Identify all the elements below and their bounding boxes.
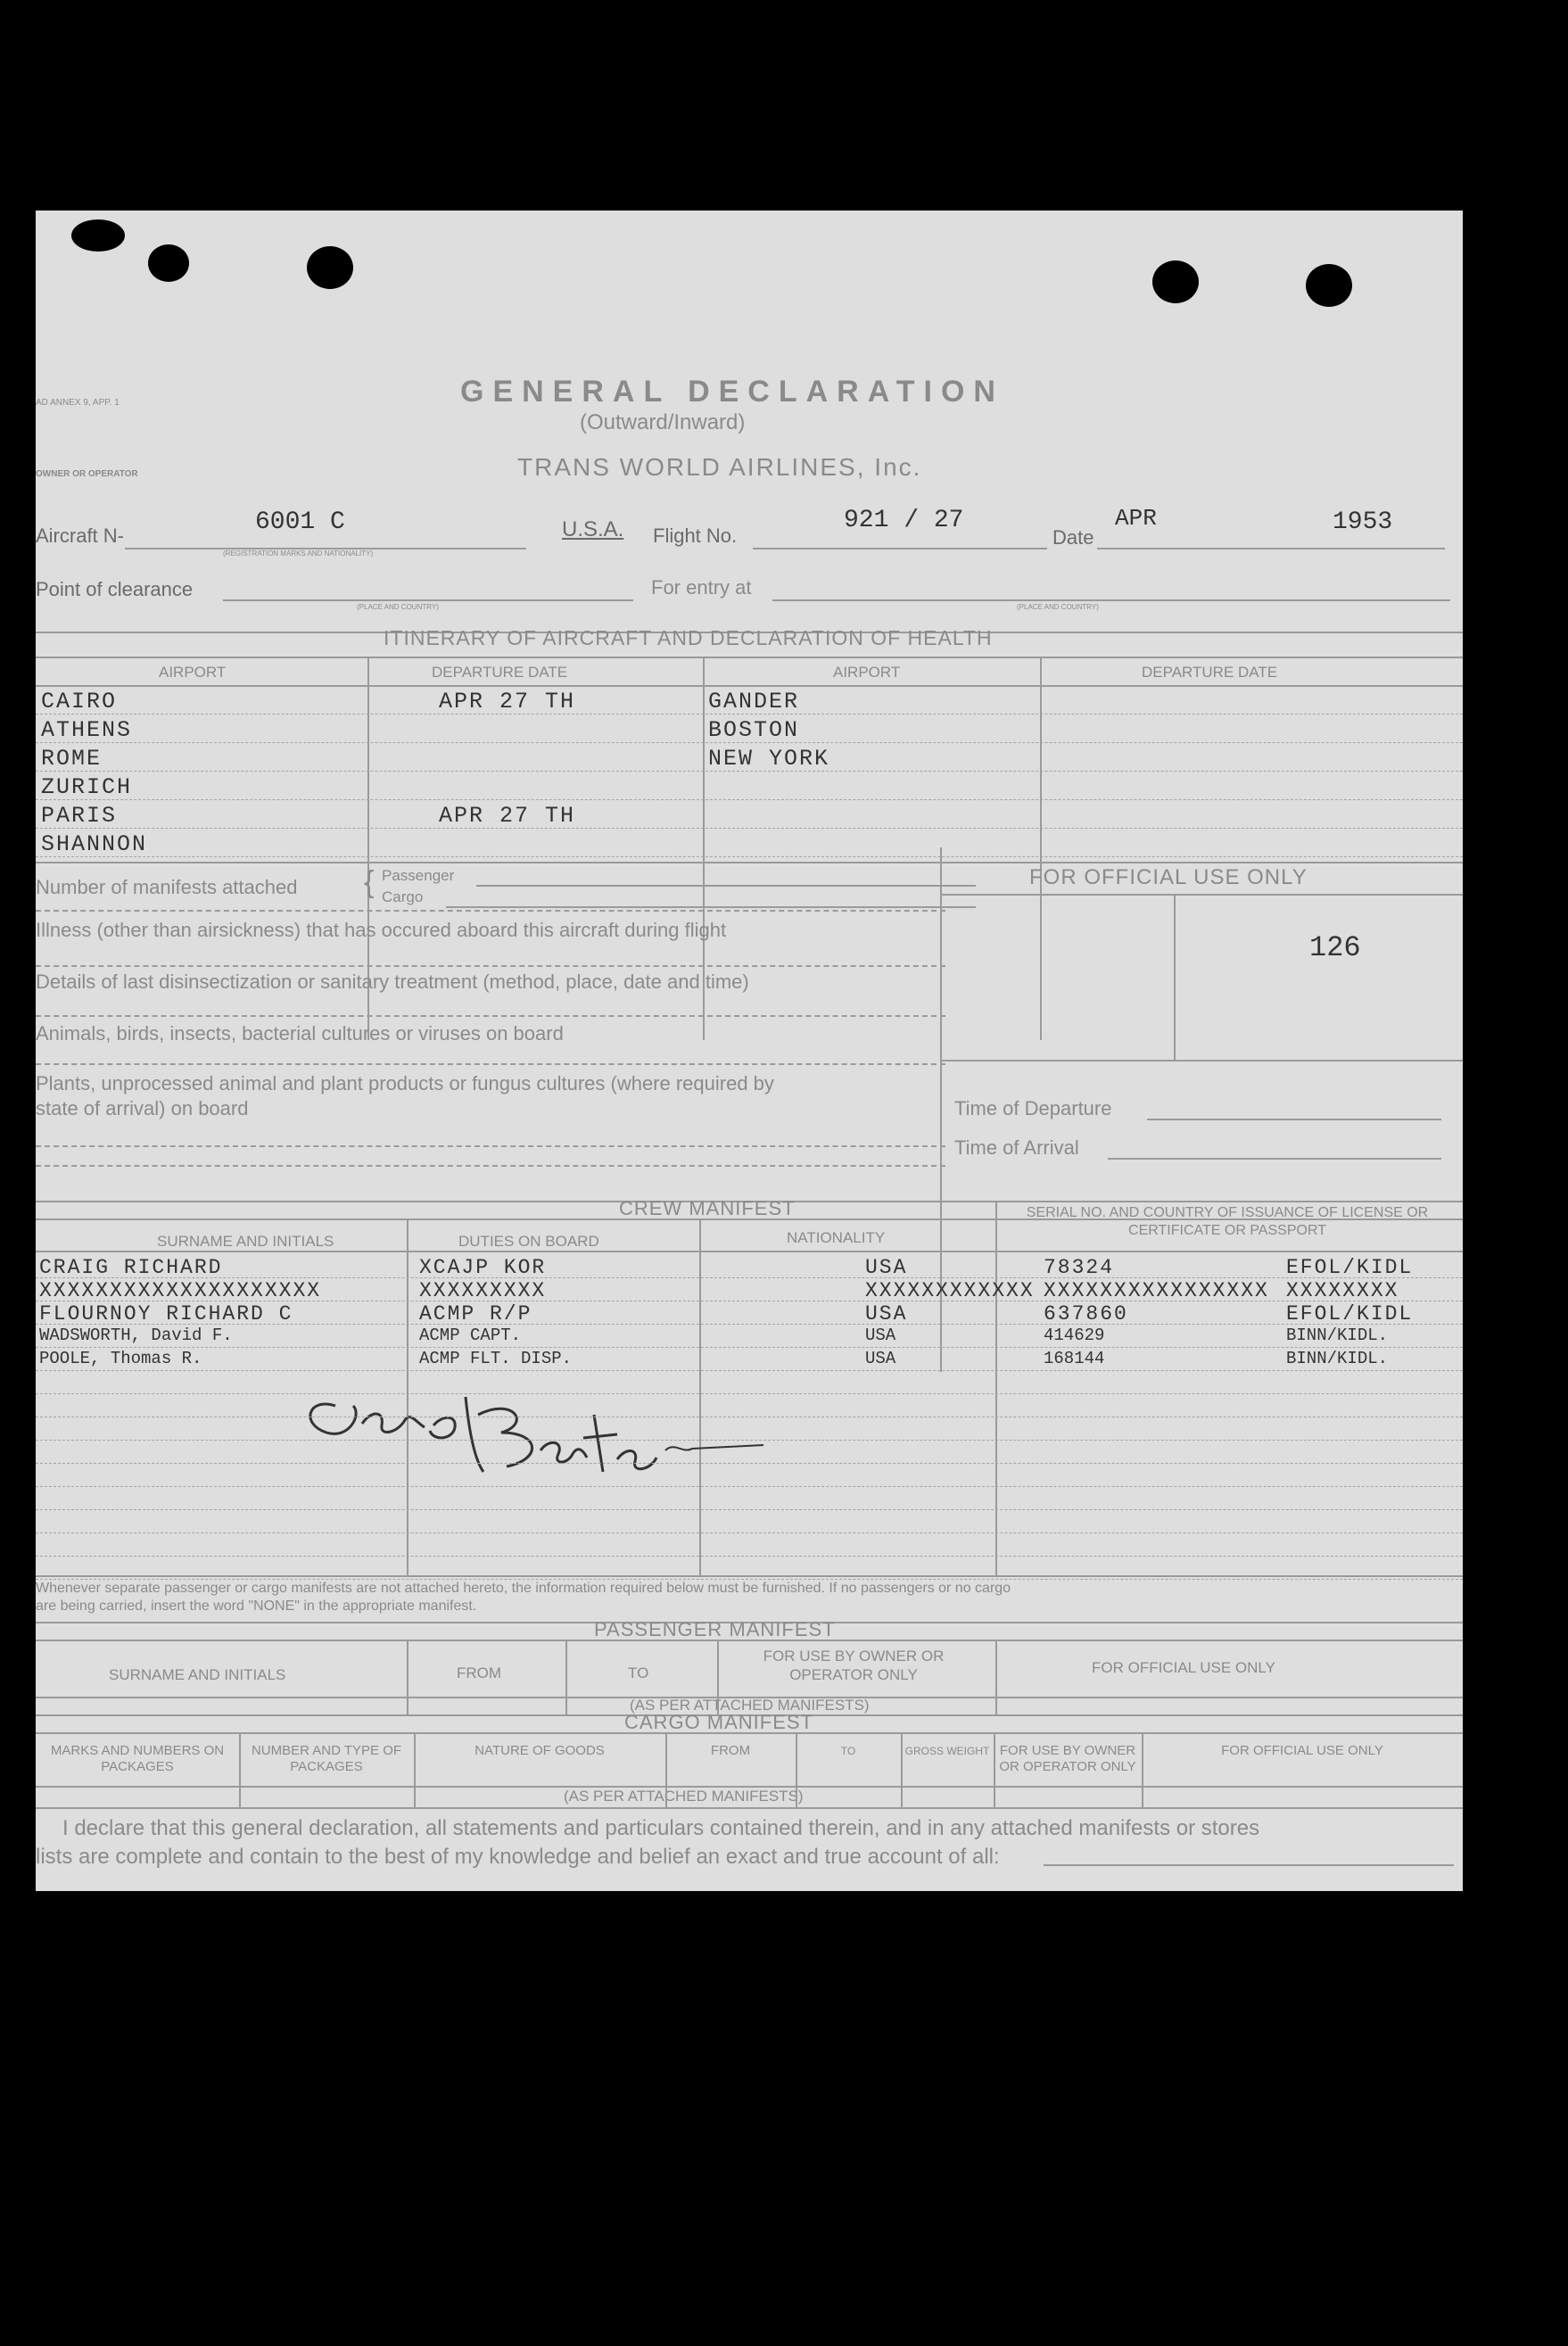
passenger-header-surname: SURNAME AND INITIALS xyxy=(109,1666,286,1683)
aircraft-number: 6001 C xyxy=(255,508,345,536)
crew-cell-surname: POOLE, Thomas R. xyxy=(39,1349,202,1368)
health-rule xyxy=(36,1145,945,1147)
crew-cell-duties: ACMP R/P xyxy=(419,1302,532,1326)
manifests-brace: { xyxy=(364,865,375,899)
crew-header-surname: SURNAME AND INITIALS xyxy=(157,1233,334,1250)
cargo-col-rule xyxy=(901,1732,903,1807)
cargo-header-1: MARKS AND NUMBERS ON PACKAGES xyxy=(50,1743,225,1774)
captain-signature xyxy=(300,1361,799,1495)
crew-cell-serial: 78324 xyxy=(1044,1256,1115,1279)
crew-cell-license-place: BINN/KIDL. xyxy=(1286,1349,1389,1368)
crew-row-rule xyxy=(36,1440,1463,1441)
passenger-count-line xyxy=(476,885,976,887)
place-caption-2: (PLACE AND COUNTRY) xyxy=(1017,603,1099,611)
official-use-title: FOR OFFICIAL USE ONLY xyxy=(1029,865,1308,889)
cargo-header-3: NATURE OF GOODS xyxy=(475,1743,605,1758)
passenger-note: (AS PER ATTACHED MANIFESTS) xyxy=(630,1697,870,1714)
punch-hole xyxy=(1306,264,1352,307)
crew-cell-surname: CRAIG RICHARD xyxy=(39,1256,223,1279)
aircraft-label: Aircraft N- xyxy=(36,525,124,547)
crew-header-nationality: NATIONALITY xyxy=(787,1229,886,1246)
crew-cell-license-place: EFOL/KIDL xyxy=(1286,1256,1414,1279)
cargo-header-top xyxy=(36,1732,1463,1734)
declaration-line-2: lists are complete and contain to the best of my knowledge and belief an exact and true account of all: xyxy=(36,1845,1000,1869)
crew-cell-serial: 168144 xyxy=(1044,1349,1105,1368)
health-rule xyxy=(36,1165,945,1167)
date-label: Date xyxy=(1052,526,1094,549)
official-box-rule xyxy=(1174,894,1176,1060)
flight-number: 921 / 27 xyxy=(844,507,964,534)
passenger-header-top xyxy=(36,1640,1463,1641)
crew-row-rule xyxy=(36,1579,1463,1580)
cargo-bottom-rule xyxy=(36,1807,1463,1809)
declaration-line-1: I declare that this general declaration, all statements and particulars contained therein, and in any attached manifests or stores xyxy=(62,1816,1260,1840)
cargo-header-5: TO xyxy=(840,1745,856,1757)
entry-label: For entry at xyxy=(651,576,752,599)
health-rule xyxy=(36,910,945,912)
crew-bottom-rule xyxy=(36,1575,1463,1577)
date-month: APR xyxy=(1115,505,1157,532)
cargo-col-rule xyxy=(796,1732,797,1807)
crew-cell-nationality: USA xyxy=(865,1302,908,1326)
flight-label: Flight No. xyxy=(653,525,738,547)
itinerary-cell-airport-inward: NEW YORK xyxy=(708,746,830,772)
manifest-passenger-label: Passenger xyxy=(382,867,455,884)
crew-cell-serial: 414629 xyxy=(1044,1326,1105,1345)
cargo-col-rule xyxy=(994,1732,995,1807)
crew-header-duties: DUTIES ON BOARD xyxy=(458,1233,599,1250)
itinerary-row-rule xyxy=(36,828,1463,829)
health-rule xyxy=(36,1015,945,1017)
itinerary-row-rule xyxy=(36,856,1463,857)
cargo-col-rule xyxy=(665,1732,667,1807)
operator-name: TRANS WORLD AIRLINES, Inc. xyxy=(517,453,922,481)
cargo-title: CARGO MANIFEST xyxy=(624,1711,814,1733)
passenger-title: PASSENGER MANIFEST xyxy=(594,1618,836,1640)
itinerary-cell-airport-inward: BOSTON xyxy=(708,717,800,743)
crew-row-rule xyxy=(36,1509,1463,1510)
cargo-note: (AS PER ATTACHED MANIFESTS) xyxy=(564,1788,804,1805)
official-box-rule xyxy=(940,894,1463,896)
punch-hole xyxy=(1152,260,1199,303)
crew-cell-duties: XCAJP KOR xyxy=(419,1256,547,1279)
declaration-form-sheet xyxy=(36,211,1463,1891)
itinerary-cell-airport-outward: ZURICH xyxy=(41,774,133,800)
passenger-col-rule xyxy=(407,1640,409,1714)
health-rule xyxy=(36,1063,945,1065)
cargo-header-7: FOR USE BY OWNER OR OPERATOR ONLY xyxy=(999,1743,1136,1774)
owner-label: OWNER OR OPERATOR xyxy=(36,469,138,479)
crew-cell-nationality: XXXXXXXXXXXX xyxy=(865,1279,1035,1302)
crew-cell-serial: 637860 xyxy=(1044,1302,1128,1326)
crew-title: CREW MANIFEST xyxy=(619,1197,796,1219)
crew-col-rule xyxy=(995,1201,997,1575)
itinerary-header-departure: DEPARTURE DATE xyxy=(432,664,568,681)
flight-underline xyxy=(753,548,1047,549)
itinerary-header-rule xyxy=(36,657,1463,658)
notice-line-2: are being carried, insert the word "NONE" in the appropriate manifest. xyxy=(36,1598,477,1614)
crew-cell-duties: ACMP FLT. DISP. xyxy=(419,1349,573,1368)
cargo-col-rule xyxy=(239,1732,241,1807)
arrival-time-label: Time of Arrival xyxy=(954,1136,1079,1159)
crew-row-rule xyxy=(36,1277,1463,1278)
passenger-header-official: FOR OFFICIAL USE ONLY xyxy=(1092,1659,1275,1676)
itinerary-cell-airport-inward: GANDER xyxy=(708,689,800,715)
cargo-header-2: NUMBER AND TYPE OF PACKAGES xyxy=(251,1743,402,1774)
crew-header-bottom xyxy=(36,1251,1463,1252)
crew-row-rule xyxy=(36,1463,1463,1464)
crew-header-serial: SERIAL NO. AND COUNTRY OF ISSUANCE OF LICENSE OR CERTIFICATE OR PASSPORT xyxy=(1026,1205,1429,1238)
ink-blot xyxy=(148,244,189,282)
crew-row-rule xyxy=(36,1532,1463,1533)
itinerary-cell-airport-outward: SHANNON xyxy=(41,831,148,857)
crew-row-rule xyxy=(36,1486,1463,1487)
illness-label: Illness (other than airsickness) that has occured aboard this aircraft during flight xyxy=(36,919,727,941)
itinerary-cell-airport-outward: CAIRO xyxy=(41,689,118,715)
form-title: GENERAL DECLARATION xyxy=(460,375,1004,409)
crew-cell-nationality: USA xyxy=(865,1326,896,1345)
itinerary-row-rule xyxy=(36,799,1463,800)
crew-row-rule xyxy=(36,1347,1463,1348)
passenger-header-owner: FOR USE BY OWNER OR OPERATOR ONLY xyxy=(763,1648,945,1683)
clearance-underline xyxy=(223,599,633,601)
cargo-count-line xyxy=(446,906,976,908)
crew-row-rule xyxy=(36,1370,1463,1371)
annex-reference: AD ANNEX 9, APP. 1 xyxy=(36,398,120,408)
crew-cell-surname: XXXXXXXXXXXXXXXXXXXX xyxy=(39,1279,322,1302)
manifest-cargo-label: Cargo xyxy=(382,888,424,905)
crew-cell-duties: XXXXXXXXX xyxy=(419,1279,547,1302)
cargo-col-rule xyxy=(1142,1732,1143,1807)
place-caption: (PLACE AND COUNTRY) xyxy=(357,603,439,611)
itinerary-header-bottom xyxy=(36,685,1463,687)
arrival-time-line xyxy=(1108,1158,1441,1160)
departure-time-label: Time of Departure xyxy=(954,1097,1112,1119)
clearance-label: Point of clearance xyxy=(36,578,194,600)
crew-cell-surname: FLOURNOY RICHARD C xyxy=(39,1302,293,1326)
date-underline xyxy=(1097,548,1445,549)
passenger-header-from: FROM xyxy=(457,1665,502,1681)
declaration-underline xyxy=(1044,1864,1454,1866)
animals-label: Animals, birds, insects, bacterial cultures or viruses on board xyxy=(36,1022,564,1045)
crew-cell-license-place: EFOL/KIDL xyxy=(1286,1302,1414,1326)
plants-label-line-1: Plants, unprocessed animal and plant products or fungus cultures (where required by xyxy=(36,1072,774,1095)
departure-time-line xyxy=(1147,1119,1441,1120)
date-year: 1953 xyxy=(1333,508,1393,536)
itinerary-cell-departure-date-outward: APR 27 TH xyxy=(439,689,576,715)
official-number: 126 xyxy=(1309,931,1361,964)
passenger-col-rule xyxy=(995,1640,997,1714)
passenger-header-to: TO xyxy=(628,1665,649,1681)
passenger-col-rule xyxy=(565,1640,567,1714)
crew-cell-license-place: XXXXXXXX xyxy=(1286,1279,1399,1302)
cargo-header-4: FROM xyxy=(710,1743,751,1758)
itinerary-cell-airport-outward: ROME xyxy=(41,746,103,772)
cargo-header-6: GROSS WEIGHT xyxy=(904,1745,990,1757)
itinerary-title: ITINERARY OF AIRCRAFT AND DECLARATION OF HEALTH xyxy=(384,626,993,649)
official-box-rule xyxy=(940,862,1463,863)
cargo-col-rule xyxy=(414,1732,416,1807)
itinerary-header-departure-2: DEPARTURE DATE xyxy=(1142,664,1278,681)
punch-hole xyxy=(307,246,353,289)
crew-cell-nationality: USA xyxy=(865,1349,896,1368)
health-rule xyxy=(36,965,945,967)
itinerary-cell-airport-outward: PARIS xyxy=(41,803,118,829)
itinerary-header-airport: AIRPORT xyxy=(159,664,227,681)
official-box-rule xyxy=(940,1060,1463,1061)
crew-cell-serial: XXXXXXXXXXXXXXXX xyxy=(1044,1279,1269,1302)
disinsectization-label: Details of last disinsectization or sanitary treatment (method, place, date and time) xyxy=(36,971,749,993)
crew-cell-duties: ACMP CAPT. xyxy=(419,1326,522,1345)
itinerary-cell-departure-date-outward: APR 27 TH xyxy=(439,803,576,829)
nationality: U.S.A. xyxy=(562,517,624,541)
form-subtitle: (Outward/Inward) xyxy=(580,410,746,434)
cargo-header-8: FOR OFFICIAL USE ONLY xyxy=(1221,1743,1383,1758)
ink-blot xyxy=(71,219,125,252)
plants-label-line-2: state of arrival) on board xyxy=(36,1097,249,1119)
notice-line-1: Whenever separate passenger or cargo manifests are not attached hereto, the information required below must be furnished. If no passengers or no cargo xyxy=(36,1581,1011,1596)
itinerary-cell-airport-outward: ATHENS xyxy=(41,717,133,743)
crew-row-rule xyxy=(36,1393,1463,1394)
crew-cell-license-place: BINN/KIDL. xyxy=(1286,1326,1389,1345)
itinerary-header-airport-2: AIRPORT xyxy=(833,664,901,681)
entry-underline xyxy=(772,599,1450,601)
registration-caption: (REGISTRATION MARKS AND NATIONALITY) xyxy=(223,549,374,558)
crew-cell-surname: WADSWORTH, David F. xyxy=(39,1326,233,1345)
crew-cell-nationality: USA xyxy=(865,1256,908,1279)
manifests-label: Number of manifests attached xyxy=(36,876,298,898)
crew-row-rule xyxy=(36,1556,1463,1557)
